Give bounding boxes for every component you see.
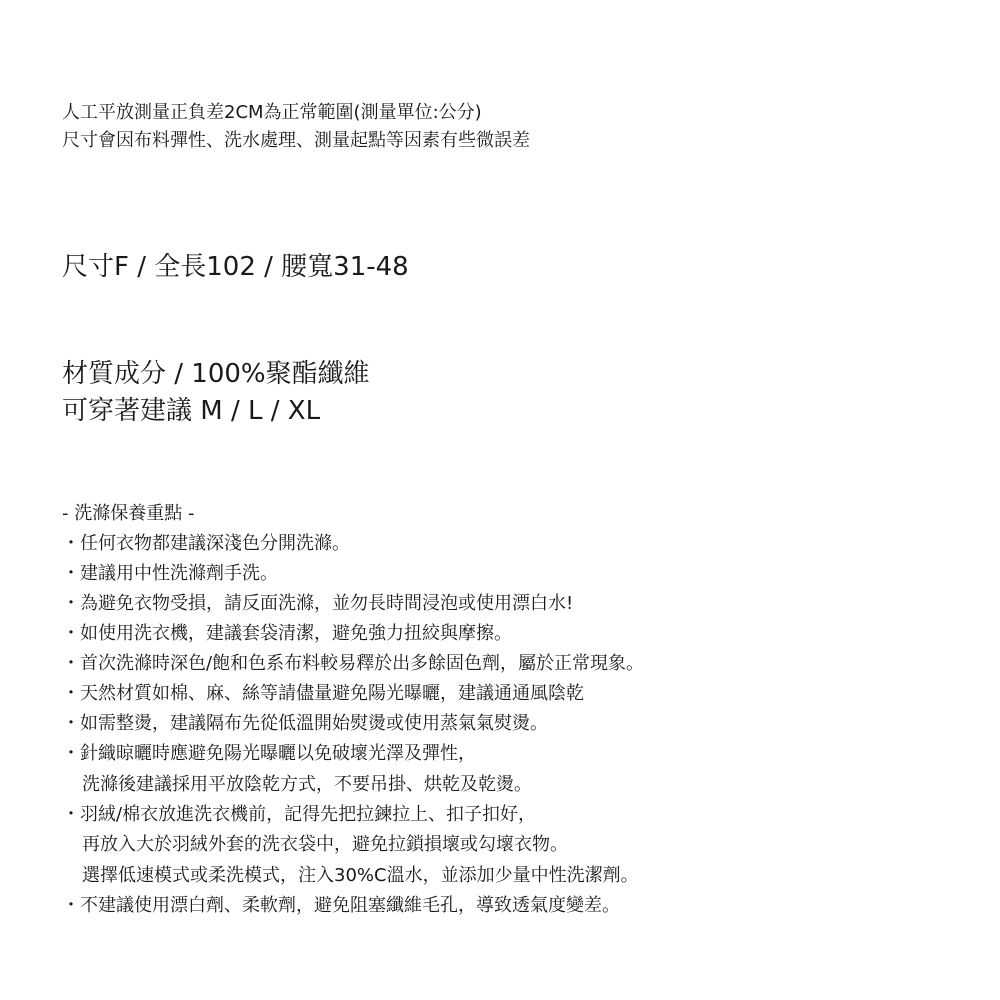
care-item: ・為避免衣物受損，請反面洗滌，並勿長時間浸泡或使用漂白水! — [62, 593, 574, 614]
care-item-continuation: 再放入大於羽絨外套的洗衣袋中，避免拉鎖損壞或勾壞衣物。 — [82, 834, 568, 855]
care-item: ・建議用中性洗滌劑手洗。 — [62, 563, 278, 584]
size-line: 尺寸F / 全長102 / 腰寬31-48 — [62, 252, 409, 282]
care-item: ・針織晾曬時應避免陽光曝曬以免破壞光澤及彈性， — [62, 743, 476, 764]
care-item-continuation: 洗滌後建議採用平放陰乾方式，不要吊掛、烘乾及乾燙。 — [82, 774, 532, 795]
measure-note-2: 尺寸會因布料彈性、洗水處理、測量起點等因素有些微誤差 — [62, 130, 530, 151]
measure-note-1: 人工平放測量正負差2CM為正常範圍(測量單位:公分) — [62, 102, 482, 123]
care-item-continuation: 選擇低速模式或柔洗模式，注入30%C溫水，並添加少量中性洗潔劑。 — [82, 865, 639, 886]
care-item: ・如需整燙，建議隔布先從低溫開始熨燙或使用蒸氣氣熨燙。 — [62, 713, 548, 734]
care-item: ・如使用洗衣機，建議套袋清潔，避免強力扭絞與摩擦。 — [62, 623, 512, 644]
care-item: ・任何衣物都建議深淺色分開洗滌。 — [62, 533, 350, 554]
material-line: 材質成分 / 100%聚酯纖維 — [62, 359, 370, 389]
care-heading: - 洗滌保養重點 - — [62, 503, 195, 524]
care-item: ・不建議使用漂白劑、柔軟劑，避免阻塞纖維毛孔，導致透氣度變差。 — [62, 895, 620, 916]
care-item: ・羽絨/棉衣放進洗衣機前，記得先把拉鍊拉上、扣子扣好， — [62, 804, 537, 825]
care-item: ・天然材質如棉、麻、絲等請儘量避免陽光曝曬，建議通通風陰乾 — [62, 683, 584, 704]
care-item: ・首次洗滌時深色/飽和色系布料較易釋於出多餘固色劑，屬於正常現象。 — [62, 653, 645, 674]
wear-suggestion-line: 可穿著建議 M / L / XL — [62, 396, 321, 426]
